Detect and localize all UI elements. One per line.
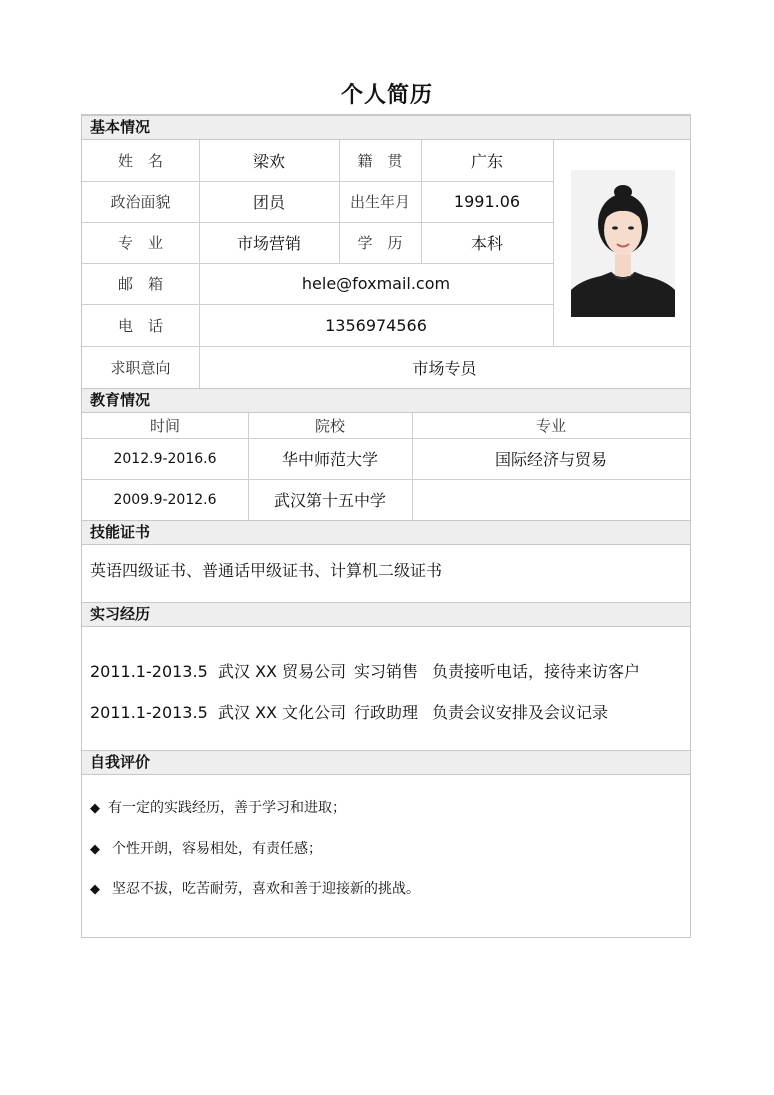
internship-period: 2011.1-2013.5 — [90, 703, 208, 722]
page-title: 个人简历 — [340, 83, 433, 108]
diamond-bullet-icon: ◆ — [90, 882, 100, 897]
edu-row-2-major — [412, 479, 690, 520]
skills-text: 英语四级证书、普通话甲级证书、计算机二级证书 — [90, 561, 443, 580]
edu-row-2-school: 武汉第十五中学 — [273, 491, 386, 510]
origin-label: 籍 贯 — [357, 152, 403, 170]
degree-value: 本科 — [470, 234, 503, 253]
politics-label: 政治面貌 — [110, 193, 171, 211]
email-value: hele@foxmail.com — [301, 274, 451, 293]
edu-row-1-time: 2012.9-2016.6 — [113, 450, 217, 467]
birth-value: 1991.06 — [453, 192, 521, 211]
internship-company: 武汉 XX 文化公司 — [218, 703, 347, 722]
profile-photo — [571, 170, 675, 317]
internship-role: 实习销售 — [354, 662, 419, 681]
resume-sheet — [81, 114, 691, 938]
email-label: 邮 箱 — [117, 275, 163, 293]
evaluation-text: 有一定的实践经历，善于学习和进取； — [108, 800, 346, 816]
intent-value: 市场专员 — [412, 358, 477, 378]
edu-row-2-time: 2009.9-2012.6 — [113, 491, 217, 508]
major-value: 市场营销 — [236, 234, 301, 253]
section-skills-header: 技能证书 — [82, 520, 690, 545]
degree-label: 学 历 — [357, 234, 403, 252]
section-basic-header: 基本情况 — [82, 115, 690, 140]
internship-period: 2011.1-2013.5 — [90, 662, 208, 681]
major-label: 专 业 — [117, 234, 163, 252]
phone-value: 1356974566 — [325, 315, 427, 335]
internship-role: 行政助理 — [354, 703, 419, 722]
evaluation-text: 坚忍不拔，吃苦耐劳，喜欢和善于迎接新的挑战。 — [112, 881, 420, 897]
section-education-header: 教育情况 — [82, 388, 690, 413]
evaluation-text: 个性开朗，容易相处，有责任感； — [112, 841, 322, 857]
evaluation-item — [90, 838, 322, 858]
internship-item — [90, 659, 640, 682]
section-internship-header: 实习经历 — [82, 602, 690, 627]
name-value: 梁欢 — [252, 152, 285, 171]
phone-label: 电 话 — [117, 316, 163, 335]
edu-row-1-school: 华中师范大学 — [281, 450, 378, 469]
section-evaluation-header: 自我评价 — [82, 750, 690, 775]
birth-label: 出生年月 — [349, 193, 410, 211]
internship-company: 武汉 XX 贸易公司 — [218, 662, 347, 681]
edu-header-time: 时间 — [149, 417, 180, 435]
diamond-bullet-icon: ◆ — [90, 842, 100, 857]
politics-value: 团员 — [252, 193, 285, 212]
diamond-bullet-icon: ◆ — [90, 801, 100, 816]
edu-row-1-major: 国际经济与贸易 — [494, 450, 607, 469]
edu-header-school: 院校 — [314, 417, 345, 435]
internship-desc: 负责接听电话，接待来访客户 — [432, 662, 641, 681]
name-label: 姓 名 — [117, 152, 163, 170]
edu-header-major: 专业 — [535, 417, 566, 435]
evaluation-item — [90, 878, 420, 898]
evaluation-item — [90, 797, 346, 817]
internship-item — [90, 700, 608, 723]
intent-label: 求职意向 — [110, 358, 171, 377]
internship-desc: 负责会议安排及会议记录 — [432, 703, 609, 722]
origin-value: 广东 — [470, 152, 503, 171]
